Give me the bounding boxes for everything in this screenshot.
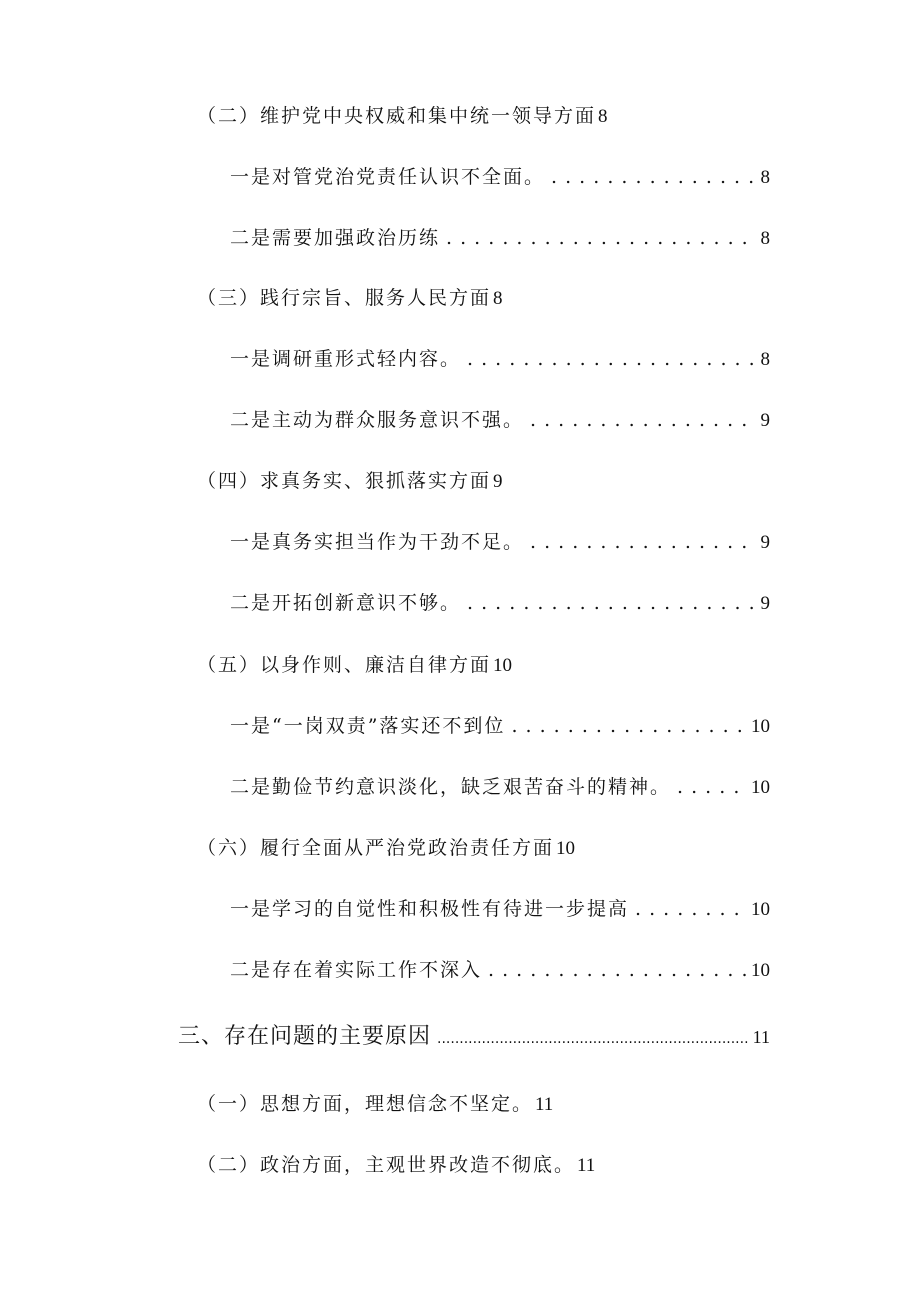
toc-entry-item[interactable]	[230, 226, 770, 251]
toc-entry-page: 8	[760, 349, 770, 370]
toc-leader-dots	[467, 347, 756, 371]
toc-entry-label: 二是需要加强政治历练	[230, 227, 441, 249]
toc-entry-label: （一）思想方面，理想信念不坚定。	[197, 1093, 534, 1115]
toc-entry-page: 9	[760, 532, 770, 553]
toc-entry-section[interactable]	[197, 286, 503, 311]
toc-leader-dots	[446, 226, 756, 250]
toc-entry-label: 二是主动为群众服务意识不强。	[230, 409, 525, 431]
toc-leader-dots	[530, 408, 756, 432]
toc-entry-label: 一是对管党治党责任认识不全面。	[230, 166, 546, 188]
toc-entry-page: 9	[493, 471, 503, 492]
toc-entry-label: 一是真务实担当作为干劲不足。	[230, 531, 525, 553]
toc-entry-item[interactable]	[230, 165, 770, 190]
toc-entry-page: 11	[577, 1155, 596, 1176]
toc-leader-dots	[530, 530, 756, 554]
toc-entry-section[interactable]	[197, 1153, 595, 1178]
toc-entry-label: 一是“一岗双责”落实还不到位	[230, 715, 506, 737]
toc-entry-item[interactable]	[230, 897, 770, 922]
toc-entry-page: 8	[493, 288, 503, 309]
toc-entry-page: 9	[760, 410, 770, 431]
toc-leader-dots	[511, 714, 747, 738]
toc-entry-page: 8	[760, 167, 770, 188]
toc-entry-page: 11	[752, 1027, 770, 1047]
toc-entry-item[interactable]	[230, 347, 770, 372]
toc-entry-item[interactable]	[230, 714, 770, 739]
toc-leader-dots	[677, 775, 747, 799]
toc-entry-page: 11	[535, 1094, 554, 1115]
toc-entry-item[interactable]	[230, 591, 770, 616]
toc-entry-page: 10	[751, 960, 770, 981]
toc-entry-label: （二）维护党中央权威和集中统一领导方面	[197, 105, 597, 127]
toc-entry-section[interactable]	[197, 836, 575, 861]
toc-entry-item[interactable]	[230, 775, 770, 800]
toc-entry-page: 10	[751, 716, 770, 737]
toc-entry-page: 10	[493, 655, 513, 676]
toc-entry-label: （四）求真务实、狠抓落实方面	[197, 470, 492, 492]
toc-leader-dots	[437, 1025, 749, 1051]
toc-entry-label: 二是勤俭节约意识淡化，缺乏艰苦奋斗的精神。	[230, 776, 672, 798]
toc-entry-label: 一是学习的自觉性和积极性有待进一步提高	[230, 898, 630, 920]
toc-entry-label: （五）以身作则、廉洁自律方面	[197, 654, 492, 676]
toc-entry-label: （六）履行全面从严治党政治责任方面	[197, 837, 555, 859]
toc-entry-label: 二是开拓创新意识不够。	[230, 592, 462, 614]
toc-leader-dots	[551, 165, 756, 189]
toc-leader-dots	[488, 958, 747, 982]
toc-entry-section[interactable]	[197, 469, 503, 494]
toc-leader-dots	[467, 591, 756, 615]
toc-entry-chapter[interactable]	[178, 1025, 770, 1051]
toc-entry-page: 8	[598, 106, 608, 127]
toc-entry-page: 8	[760, 228, 770, 249]
toc-entry-label: （三）践行宗旨、服务人民方面	[197, 287, 492, 309]
toc-entry-item[interactable]	[230, 408, 770, 433]
toc-entry-label: （二）政治方面，主观世界改造不彻底。	[197, 1154, 576, 1176]
toc-entry-page: 9	[760, 593, 770, 614]
toc-entry-label: 一是调研重形式轻内容。	[230, 348, 462, 370]
toc-entry-item[interactable]	[230, 530, 770, 555]
toc-entry-section[interactable]	[197, 653, 512, 678]
toc-entry-section[interactable]	[197, 1092, 553, 1117]
toc-entry-page: 10	[556, 838, 576, 859]
toc-entry-item[interactable]	[230, 958, 770, 983]
toc-entry-section[interactable]	[197, 104, 608, 129]
toc-entry-page: 10	[751, 899, 770, 920]
toc-leader-dots	[635, 897, 747, 921]
toc-entry-page: 10	[751, 777, 770, 798]
toc-entry-label: 二是存在着实际工作不深入	[230, 959, 483, 981]
toc-entry-label: 三、存在问题的主要原因	[178, 1024, 432, 1049]
